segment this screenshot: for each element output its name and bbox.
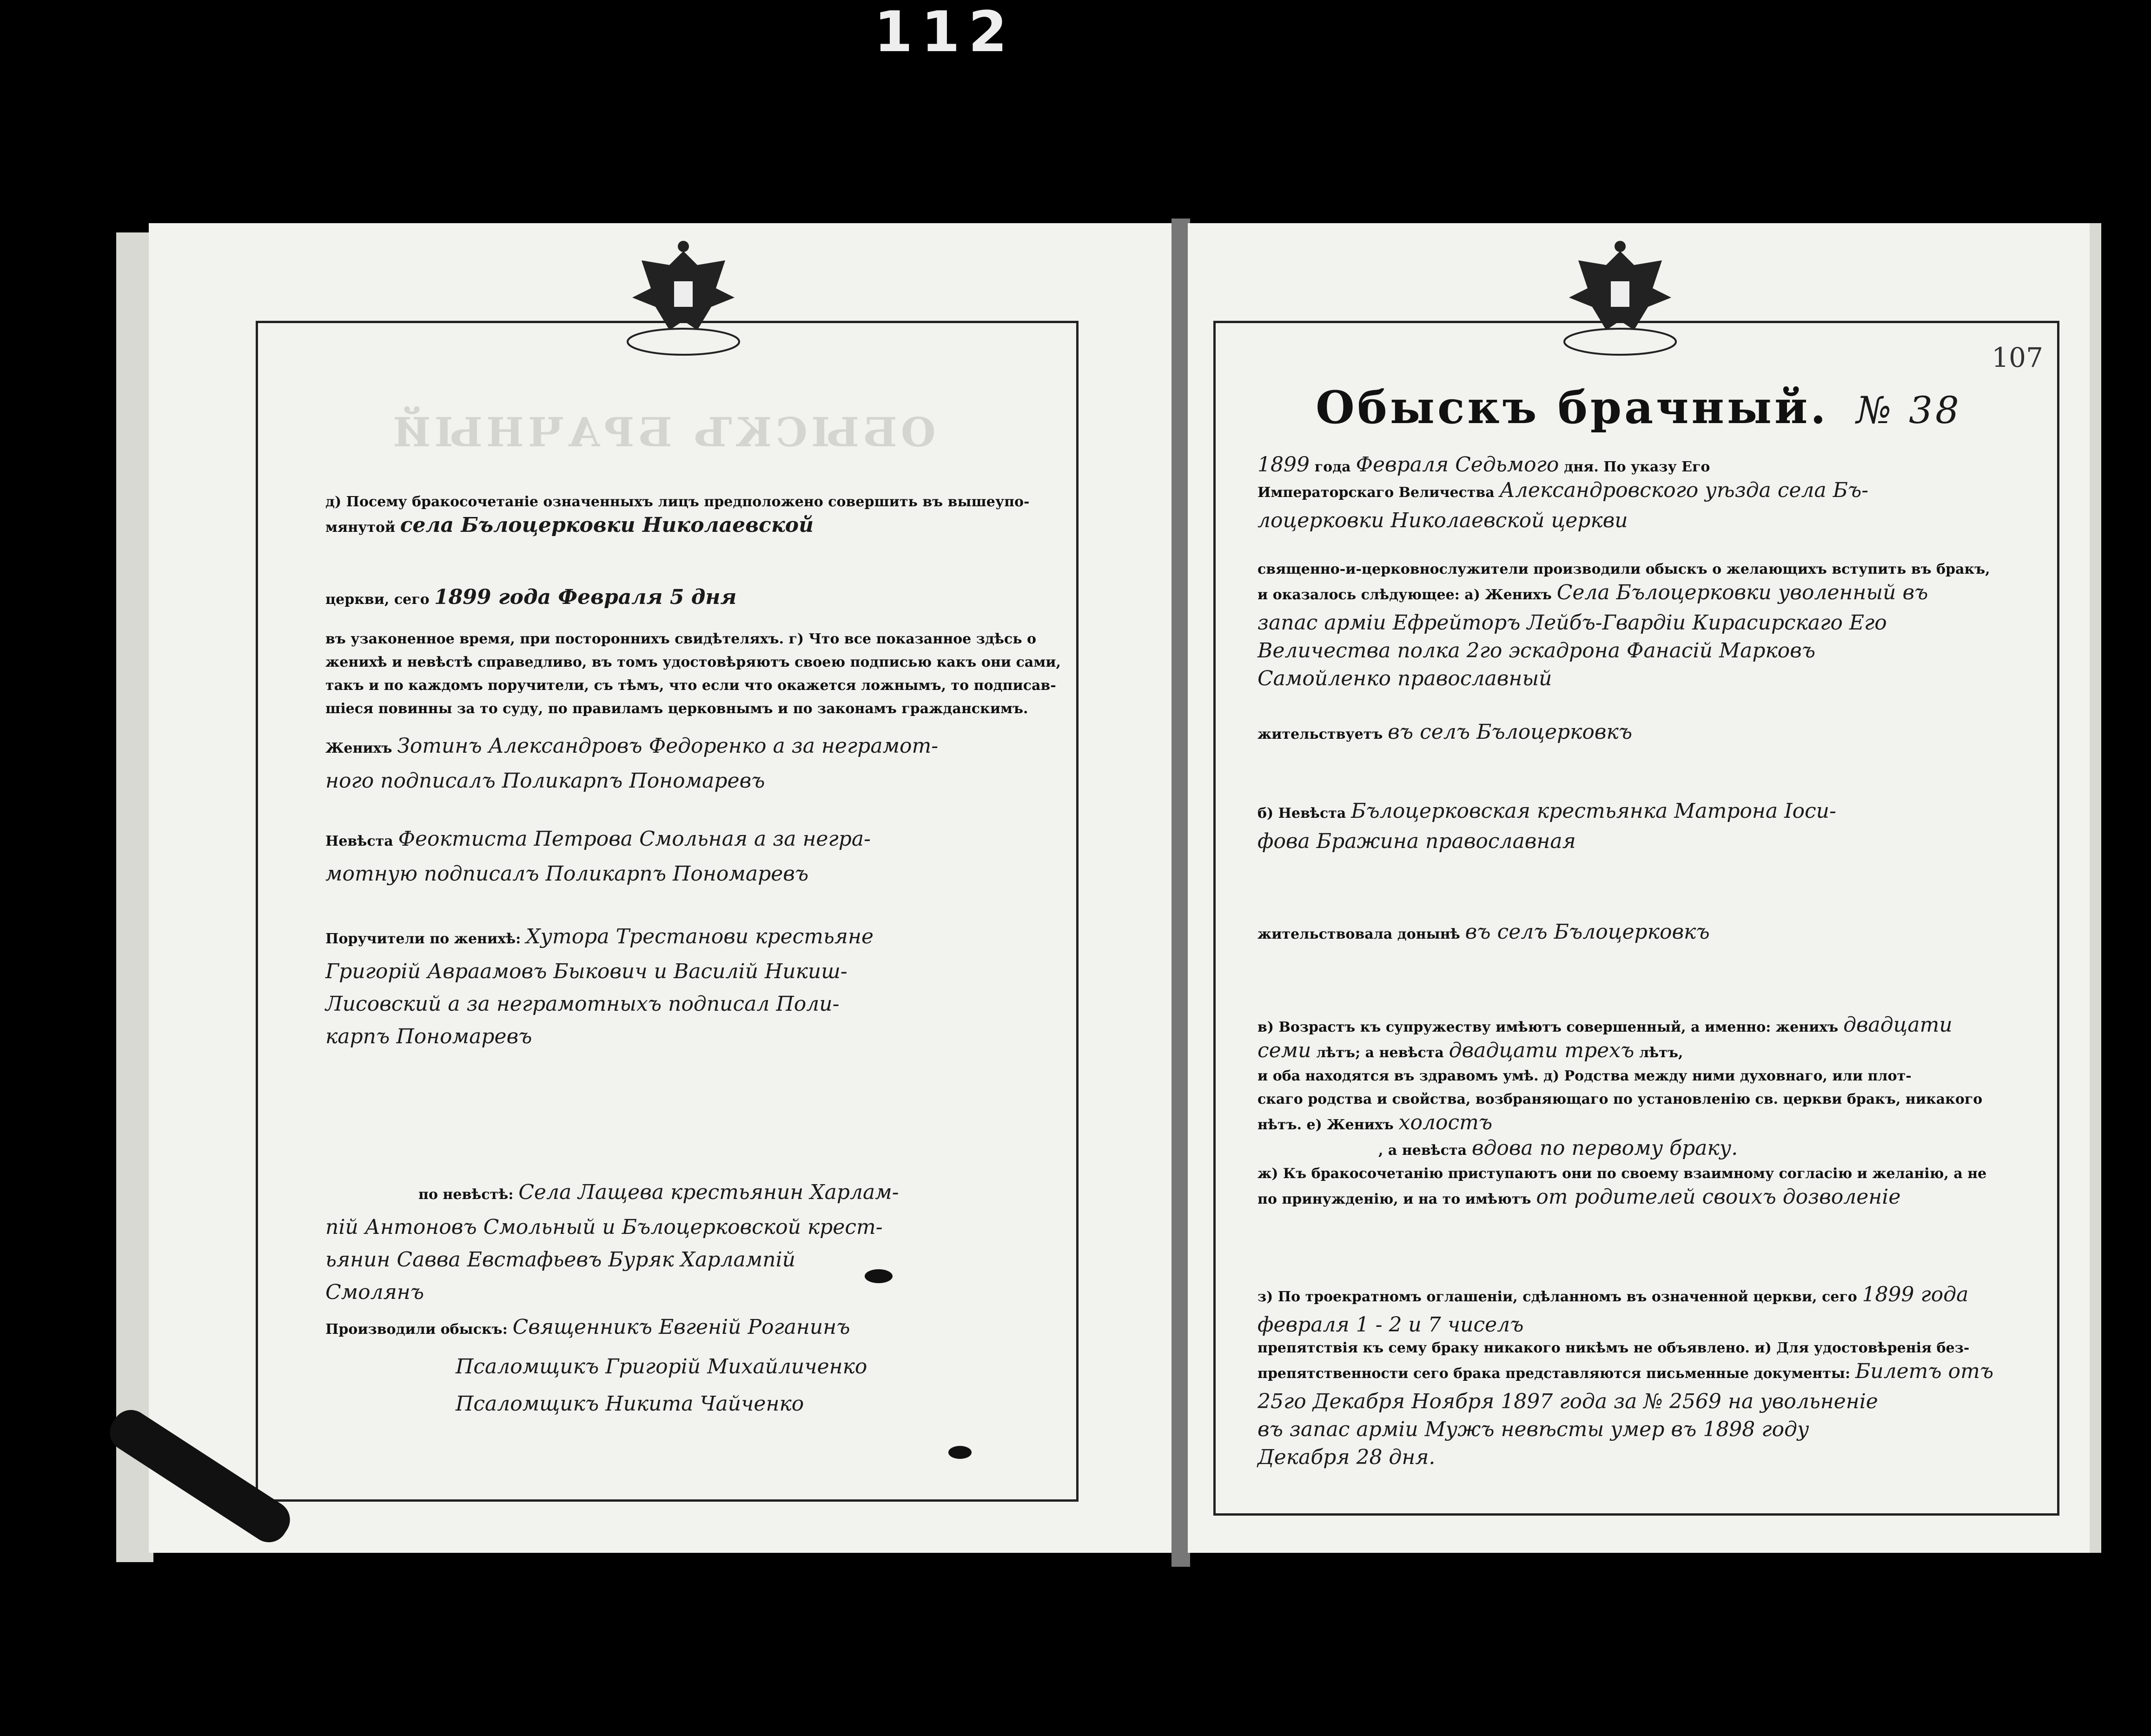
church-date-handwritten: 1899 года Февраля 5 дня bbox=[434, 585, 737, 609]
section-d-text: д) Посему бракосочетанiе означенныхъ лицъ предположено совершить въ вышеупо- bbox=[325, 494, 1030, 510]
groom-residence-handwritten: въ селъ Бълоцерковкъ bbox=[1388, 720, 1633, 744]
page-title-text: Обыскъ брачный. bbox=[1316, 381, 1829, 434]
section-d-text-cont: мянутой bbox=[325, 519, 396, 536]
obstacle-label: препятствiя къ сему браку никакого никѣмъ не объявлено. и) Для удостовѣренiя без- bbox=[1258, 1340, 1970, 1356]
priest-signature: Священникъ Евгенiй Роганинъ bbox=[512, 1315, 850, 1339]
ink-blot bbox=[865, 1269, 893, 1283]
groom-status-handwritten: холостъ bbox=[1398, 1111, 1493, 1134]
bride-age-handwritten: двадцати трехъ bbox=[1449, 1039, 1635, 1062]
church-date bbox=[325, 586, 1079, 611]
bride-sureties-line-2: пiй Антоновъ Смольный и Бълоцерковской крест- bbox=[325, 1215, 883, 1239]
bride-b-label: б) Невѣста bbox=[1258, 805, 1346, 822]
bride-sureties-line-3: ьянин Савва Евстафьевъ Буряк Харлампiй bbox=[325, 1248, 796, 1272]
years-label: лѣтъ; а невѣста bbox=[1316, 1045, 1444, 1061]
bride-signature-line-2: мотную подписалъ Поликарпъ Пономаревъ bbox=[325, 862, 809, 886]
day-label: дня. По указу Его bbox=[1564, 459, 1710, 475]
section-v-age bbox=[1258, 1014, 2057, 1211]
groom-sureties-line-4: карпъ Пономаревъ bbox=[325, 1025, 532, 1048]
banns-year-handwritten: 1899 года bbox=[1862, 1283, 1969, 1306]
record-number-handwritten: № 38 bbox=[1856, 389, 1962, 432]
book-gutter bbox=[1171, 219, 1190, 1567]
film-frame-number: 112 bbox=[874, 0, 1016, 65]
groom-age-handwritten: двадцати bbox=[1843, 1013, 1952, 1037]
section-g-line-3: такъ и по каждомъ поручители, съ тѣмъ, что если что окажется ложнымъ, то подписав- bbox=[325, 677, 1056, 694]
kinship-label: скаго родства и свойства, возбраняющаго по установленiю св. церкви бракъ, никакого bbox=[1258, 1091, 1983, 1107]
groom-a-label: и оказалось слѣдующее: а) Женихъ bbox=[1258, 587, 1552, 603]
groom-desc-line-2: запас армiи Ефрейторъ Лейбъ-Гвардiи Кирасирскаго Его bbox=[1258, 611, 1887, 635]
district-handwritten: Александровского уѣзда села Бъ- bbox=[1499, 478, 1869, 502]
banns-dates-handwritten: февраля 1 - 2 и 7 чиселъ bbox=[1258, 1313, 1524, 1337]
groom-age-handwritten-cont: семи bbox=[1258, 1039, 1311, 1062]
bride-residence bbox=[1258, 921, 2048, 946]
church-date-label: церкви, сего bbox=[325, 591, 430, 608]
groom-desc-line-1: Села Бълоцерковки уволенный въ bbox=[1556, 581, 1928, 604]
bride-status-label: , а невѣста bbox=[1378, 1142, 1467, 1159]
groom-desc-line-3: Величества полка 2го эскадрона Фанасiй Марковъ bbox=[1258, 639, 1816, 663]
psalmist-signature-2: Псаломщикъ Никита Чайченко bbox=[456, 1392, 804, 1416]
documents-handwritten-1: Билетъ отъ bbox=[1855, 1359, 1994, 1383]
folio-number: 107 bbox=[1992, 342, 2043, 373]
compulsion-label: по принужденiю, и на то имѣютъ bbox=[1258, 1191, 1531, 1207]
bride-sureties-label: по невѣстѣ: bbox=[418, 1186, 514, 1203]
groom-label: Женихъ bbox=[325, 740, 392, 756]
groom-sureties bbox=[325, 925, 1079, 1048]
date-handwritten: Февраля Седьмого bbox=[1356, 453, 1559, 477]
consent-label: ж) Къ бракосочетанiю приступаютъ они по своему взаимному согласiю и желанiю, а не bbox=[1258, 1166, 1987, 1182]
bride-desc-line-2: фова Бражина православная bbox=[1258, 829, 1576, 853]
section-g-line-1: въ узаконенное время, при постороннихъ свидѣтеляхъ. г) Что все показанное здѣсь о bbox=[325, 631, 1037, 647]
left-page bbox=[149, 223, 1176, 1553]
psalmist-signature-1: Псаломщикъ Григорiй Михайличенко bbox=[456, 1355, 867, 1378]
groom-signature-line-1: Зотинъ Александровъ Федоренко а за неграмот- bbox=[397, 734, 939, 758]
bride-residence-label: жительствовала донынѣ bbox=[1258, 926, 1460, 942]
section-b-bride bbox=[1258, 800, 2048, 853]
groom-sureties-line-3: Лисовский а за неграмотныхъ подписал Поли- bbox=[325, 992, 840, 1016]
groom-signature-line-2: ного подписалъ Поликарпъ Пономаревъ bbox=[325, 769, 765, 793]
bleed-through-title: ОБЫСКЪ БРАЧНЫЙ bbox=[389, 409, 936, 456]
section-a-groom bbox=[1258, 558, 2048, 690]
documents-handwritten-3: въ запас армiи Мужъ невѣсты умер въ 1898 году bbox=[1258, 1418, 1809, 1441]
groom-status-label: нѣтъ. е) Женихъ bbox=[1258, 1117, 1394, 1133]
open-register-book bbox=[116, 195, 2097, 1590]
age-label: в) Возрастъ къ супружеству имѣютъ совершенный, а именно: женихъ bbox=[1258, 1019, 1839, 1035]
page-title bbox=[1188, 381, 2090, 434]
banns-label: з) По троекратномъ оглашенiи, сдѣланномъ въ означенной церкви, сего bbox=[1258, 1289, 1857, 1305]
groom-residence bbox=[1258, 721, 2048, 746]
bride-label: Невѣста bbox=[325, 833, 393, 849]
bride-residence-handwritten: въ селъ Бълоцерковкъ bbox=[1465, 920, 1710, 944]
performed-by-label: Производили обыскъ: bbox=[325, 1321, 508, 1338]
documents-handwritten-2: 25го Декабря Ноября 1897 года за № 2569 на увольненiе bbox=[1258, 1390, 1878, 1413]
bride-sureties bbox=[325, 1180, 1079, 1304]
church-village-handwritten: села Бълоцерковки Николаевской bbox=[400, 513, 814, 537]
majesty-label: Императорскаго Величества bbox=[1258, 484, 1495, 501]
groom-sureties-label: Поручители по женихѣ: bbox=[325, 931, 521, 947]
performed-by bbox=[325, 1316, 1079, 1416]
bride-sureties-line-1: Села Лащева крестьянин Харлам- bbox=[518, 1180, 899, 1204]
section-g-line-2: женихѣ и невѣстѣ справедливо, въ томъ удостовѣряютъ своею подписью какъ они сами, bbox=[325, 654, 1061, 670]
section-z-banns bbox=[1258, 1283, 2057, 1469]
clergy-label: священно-и-церковнослужители производили обыскъ о желающихъ вступить въ бракъ, bbox=[1258, 561, 1990, 577]
section-g bbox=[325, 628, 1079, 721]
groom-sureties-line-1: Хутора Трестанови крестьяне bbox=[526, 925, 874, 948]
health-label: и оба находятся въ здравомъ умѣ. д) Родства между ними духовнаго, или плот- bbox=[1258, 1068, 1912, 1084]
bride-signature bbox=[325, 828, 1079, 886]
groom-sureties-line-2: Григорiй Авраамовъ Быкович и Василiй Никиш- bbox=[325, 960, 847, 983]
section-d bbox=[325, 490, 1079, 539]
groom-signature bbox=[325, 735, 1079, 793]
consent-handwritten: от родителей своихъ дозволенiе bbox=[1536, 1185, 1901, 1209]
years-label-2: лѣтъ, bbox=[1639, 1045, 1683, 1061]
year-handwritten: 1899 bbox=[1258, 453, 1310, 477]
bride-signature-line-1: Феоктиста Петрова Смольная а за негра- bbox=[398, 827, 871, 851]
decree-header bbox=[1258, 453, 2048, 532]
church-handwritten: лоцерковки Николаевской церкви bbox=[1258, 509, 1628, 532]
bride-status-handwritten: вдова по первому браку. bbox=[1471, 1136, 1738, 1160]
year-label: года bbox=[1314, 459, 1351, 475]
groom-residence-label: жительствуетъ bbox=[1258, 726, 1383, 742]
bride-desc-line-1: Бълоцерковская крестьянка Матрона Іоси- bbox=[1351, 799, 1836, 823]
right-page bbox=[1188, 223, 2090, 1553]
bride-sureties-line-4: Смолянъ bbox=[325, 1280, 424, 1304]
section-g-line-4: шiеся повинны за то суду, по правиламъ церковнымъ и по законамъ гражданскимъ. bbox=[325, 701, 1028, 717]
documents-label: препятственности сего брака представляются письменные документы: bbox=[1258, 1365, 1851, 1382]
groom-desc-line-4: Самойленко православный bbox=[1258, 667, 1552, 690]
documents-handwritten-4: Декабря 28 дня. bbox=[1258, 1445, 1436, 1469]
ink-blot bbox=[948, 1446, 972, 1459]
left-page-edges bbox=[116, 232, 153, 1562]
